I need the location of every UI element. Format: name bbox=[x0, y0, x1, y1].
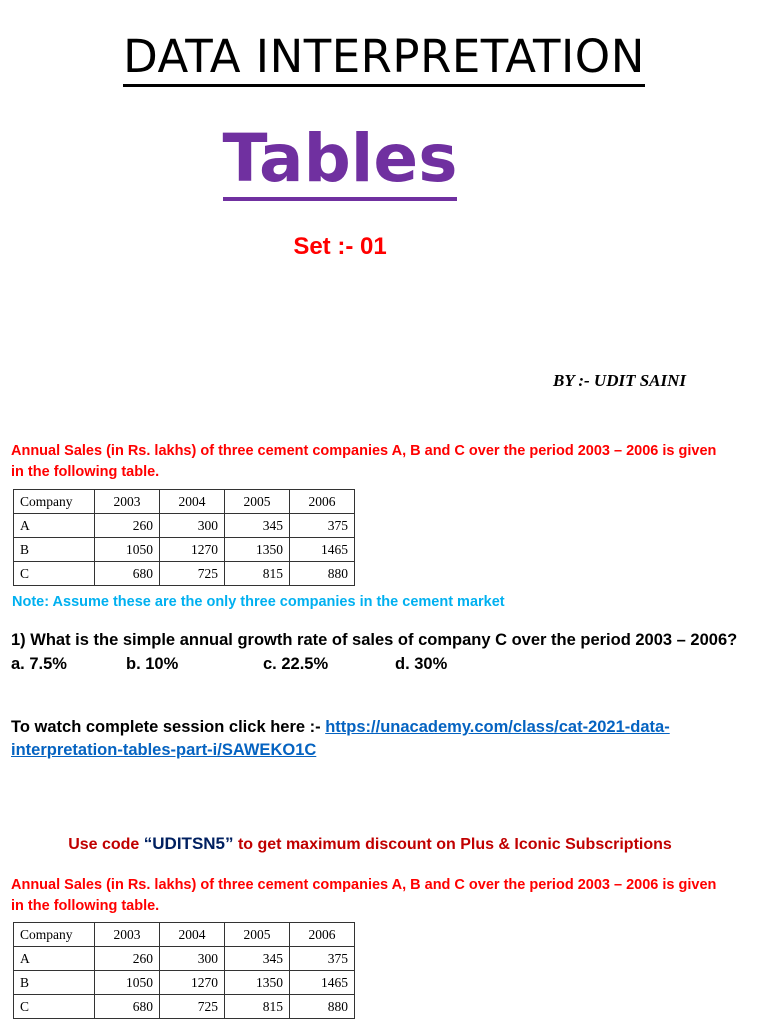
table-header-row: Company 2003 2004 2005 2006 bbox=[14, 923, 355, 947]
option-d: d. 30% bbox=[395, 655, 448, 673]
sales-table bbox=[13, 489, 355, 586]
question-text: 1) What is the simple annual growth rate of sales of company C over the period 2003 – 2006? bbox=[11, 631, 738, 649]
option-a: a. 7.5% bbox=[11, 655, 67, 673]
promo-code-banner: Use code “UDITSN5” to get maximum discount on Plus & Iconic Subscriptions bbox=[68, 834, 672, 853]
table-row: B 1050 1270 1350 1465 bbox=[14, 971, 355, 995]
option-b: b. 10% bbox=[126, 655, 179, 673]
section-title: Tables bbox=[0, 120, 680, 197]
table-intro-text: Annual Sales (in Rs. lakhs) of three cement companies A, B and C over the period 2003 – 2006 is given in the following table. bbox=[11, 877, 717, 914]
sales-table bbox=[13, 922, 355, 1019]
option-c: c. 22.5% bbox=[263, 655, 329, 673]
set-label: Set :- 01 bbox=[293, 233, 387, 260]
table-row: A 260 300 345 375 bbox=[14, 947, 355, 971]
table-intro-text: Annual Sales (in Rs. lakhs) of three cement companies A, B and C over the period 2003 – 2006 is given in the following table. bbox=[11, 443, 717, 480]
market-note: Note: Assume these are the only three companies in the cement market bbox=[12, 594, 505, 610]
watch-session-text: To watch complete session click here :- https://unacademy.com/class/cat-2021-data- interpretation-tables-part-i/SAWEKO1C bbox=[11, 718, 670, 759]
author-credit: BY :- UDIT SAINI bbox=[553, 371, 687, 390]
table-row: A 260 300 345 375 bbox=[14, 514, 355, 538]
session-link[interactable]: https://unacademy.com/class/cat-2021-data- interpretation-tables-part-i/SAWEKO1C bbox=[11, 718, 670, 759]
table-row: C 680 725 815 880 bbox=[14, 995, 355, 1019]
table-row: C 680 725 815 880 bbox=[14, 562, 355, 586]
page-title: DATA INTERPRETATION bbox=[0, 30, 768, 83]
promo-code: “UDITSN5” bbox=[143, 834, 234, 853]
table-header-row: Company 2003 2004 2005 2006 bbox=[14, 490, 355, 514]
table-row: B 1050 1270 1350 1465 bbox=[14, 538, 355, 562]
